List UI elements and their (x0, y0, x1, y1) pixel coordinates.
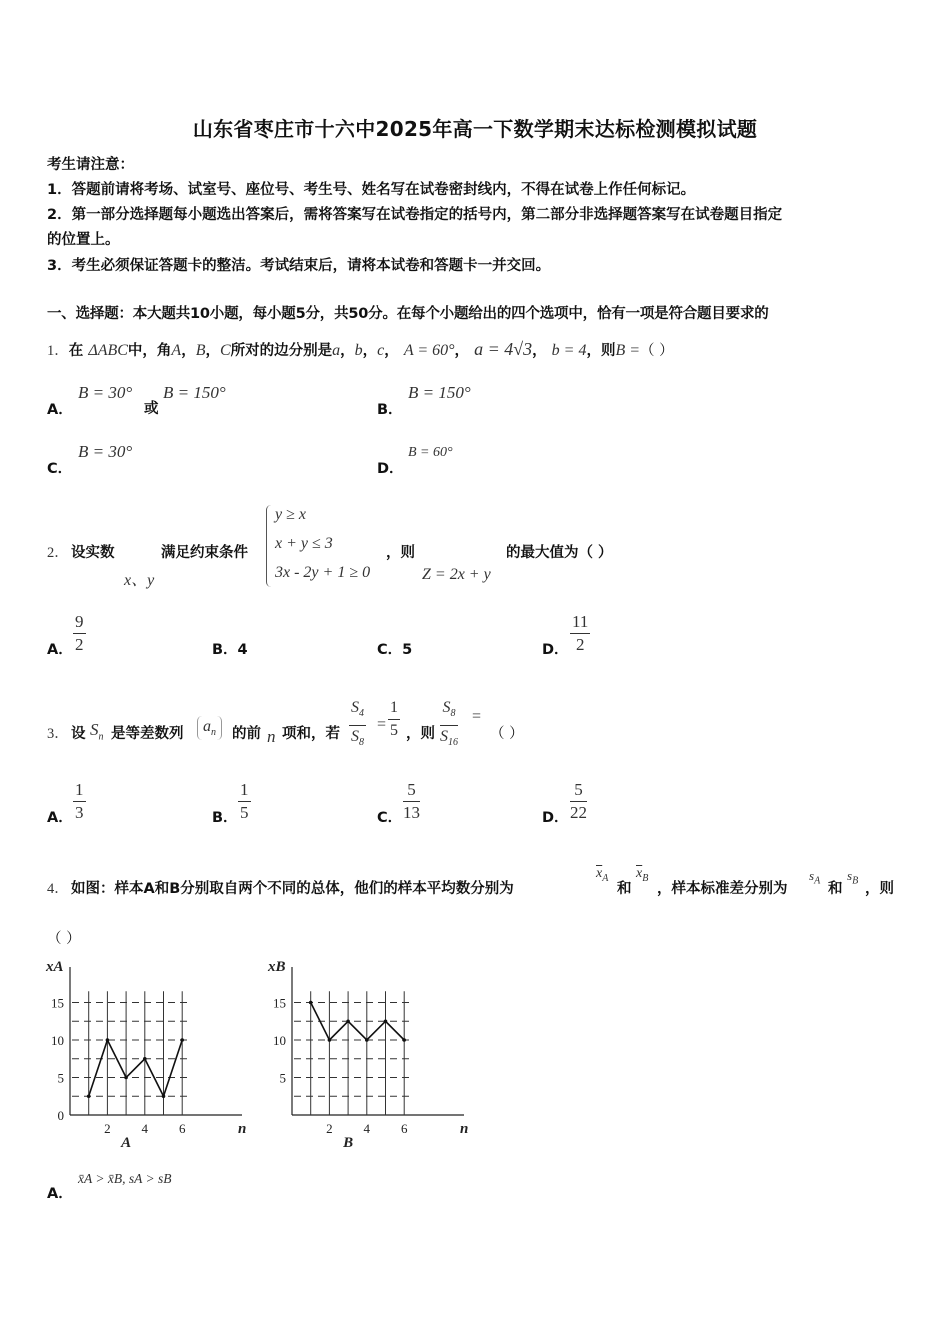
q2-option-a-label[interactable]: A． (47, 642, 73, 658)
x-tick-label: 6 (178, 1121, 186, 1136)
fraction-denominator: 3 (75, 803, 84, 822)
q4-text-1: 如图：样本A和B分别取自两个不同的总体，他们的样本平均数分别为 (71, 881, 514, 897)
q2-number: 2． (47, 545, 69, 561)
q1-option-a-value-1: B = 30° (78, 383, 133, 402)
fraction-numerator: 11 (570, 611, 590, 634)
y-tick-label: 15 (273, 995, 286, 1011)
data-point (328, 1038, 332, 1042)
x-tick-label: 4 (363, 1121, 371, 1136)
q3-an-sub: n (211, 727, 216, 739)
fraction-denominator: 2 (75, 635, 84, 654)
q2-constraint-1: y ≥ x (275, 506, 306, 523)
data-point (384, 1019, 388, 1023)
q4-sb (847, 868, 858, 887)
q2-option-b[interactable]: B．4 (212, 642, 248, 658)
chart-a (40, 955, 247, 1151)
fraction-subscript: 16 (448, 737, 458, 749)
q3-fraction-1-5 (388, 697, 400, 742)
q4-xb-sub: B (642, 872, 649, 884)
fraction-denominator: S (351, 728, 359, 746)
q1-option-a-value-2: B = 150° (163, 383, 226, 402)
q2-target: Z = 2x + y (422, 566, 491, 583)
q3-text-2: 是等差数列 (111, 726, 184, 742)
q1-triangle: ΔABC (88, 342, 128, 359)
q3-option-a-label[interactable]: A． (47, 810, 73, 826)
q1-var: a (332, 342, 341, 359)
q4-sa-sub: A (814, 875, 821, 887)
data-point (365, 1038, 369, 1042)
fraction-denominator: 13 (403, 803, 420, 822)
q4-option-a-value: x̄A > x̄B, sA > sB (78, 1171, 172, 1186)
q4-paren: （ ） (47, 931, 81, 947)
data-point (124, 1076, 128, 1080)
x-tick-label: 4 (141, 1121, 149, 1136)
q3-sn-sub: n (98, 731, 104, 743)
x-axis-label: n (238, 1121, 247, 1137)
q4-xb-symbol: $\overline{x}$ (636, 866, 643, 881)
x-axis-label: n (460, 1121, 469, 1137)
notice-item-3: 3．考生必须保证答题卡的整洁。考试结束后，请将本试卷和答题卡一并交回。 (47, 258, 551, 274)
q1-option-a-or: 或 (144, 401, 159, 417)
fraction-subscript: 8 (359, 737, 364, 749)
fraction-denominator: 5 (240, 803, 249, 822)
q3-an (197, 716, 222, 740)
notice-item-2: 2．第一部分选择题每小题选出答案后，需将答案写在试卷指定的括号内，第二部分非选择题答案写在试卷题目指定 (47, 207, 783, 223)
q3-option-b-fraction (238, 779, 251, 824)
q2-text-2: 满足约束条件 (161, 545, 248, 561)
q1-var: C (219, 342, 231, 359)
fraction-numerator: 1 (238, 779, 251, 802)
q2-constraint-2: x + y ≤ 3 (275, 535, 333, 552)
q3-option-d-label[interactable]: D． (542, 810, 569, 826)
y-tick-label: 10 (273, 1033, 286, 1048)
notice-item-2-cont: 的位置上。 (47, 232, 120, 248)
q3-option-a-fraction (73, 779, 86, 824)
q3-number: 3． (47, 726, 69, 742)
fraction-denominator: 22 (570, 803, 587, 822)
q4-xa (596, 866, 608, 884)
q1-condition: a = 4√3 (474, 339, 533, 359)
q1-var: A (171, 342, 182, 359)
chart-title: B (343, 1135, 354, 1151)
data-point (309, 1001, 313, 1005)
chart-b (262, 955, 469, 1151)
q1-option-d-value: B = 60° (408, 445, 453, 460)
q1-paren: （ ） (640, 343, 674, 359)
q4-sb-sub: B (852, 875, 859, 887)
y-tick-label: 5 (279, 1070, 286, 1086)
y-tick-label: 10 (51, 1033, 64, 1048)
fraction-numerator: S (351, 699, 359, 716)
q1-var: b (354, 342, 363, 359)
q1-option-b-value: B = 150° (408, 383, 471, 402)
fraction-numerator: 1 (388, 697, 400, 720)
q4-and-2: 和 (828, 881, 843, 897)
fraction-numerator: 5 (570, 779, 587, 802)
q2-text-3: ，则 (386, 545, 415, 561)
q3-sn (90, 720, 104, 742)
q3-text-5: ，则 (406, 726, 435, 742)
q1-condition: A = 60° (403, 342, 455, 359)
q1-option-d-label[interactable]: D． (377, 461, 404, 477)
y-tick-label: 15 (51, 995, 64, 1011)
q3-option-b-label[interactable]: B． (212, 810, 238, 826)
data-point (143, 1057, 147, 1061)
fraction-denominator: S (440, 728, 448, 746)
data-point (162, 1094, 166, 1098)
q3-equals: = (377, 716, 387, 733)
data-point (346, 1019, 350, 1023)
data-point (180, 1038, 184, 1042)
q2-vars: x、y (124, 572, 155, 589)
q1-condition: b = 4 (551, 342, 587, 359)
q3-n: n (267, 727, 276, 746)
q1-text: ，则 (586, 343, 616, 359)
q4-xa-sub: A (602, 872, 609, 884)
y-axis-label: xA (46, 959, 64, 975)
q3-an-symbol: a (203, 718, 211, 735)
fraction-denominator: 2 (575, 635, 585, 654)
data-point (402, 1038, 406, 1042)
series-line (89, 1040, 183, 1096)
q3-paren: （ ） (490, 726, 524, 742)
q2-constraint-3: 3x - 2y + 1 ≥ 0 (275, 564, 371, 581)
q2-option-c[interactable]: C．5 (377, 642, 413, 658)
q4-and-1: 和 (617, 881, 632, 897)
fraction-numerator: S (442, 699, 451, 716)
q3-text-3: 的前 (232, 726, 261, 742)
q3-fraction-s8-s16 (440, 697, 458, 754)
q2-option-a-fraction (73, 611, 86, 656)
fraction-subscript: 8 (450, 708, 456, 720)
q1-number: 1． (47, 343, 69, 359)
y-axis-label: xB (268, 959, 286, 975)
section-heading: 一、选择题：本大题共10小题，每小题5分，共50分。在每个小题给出的四个选项中，恰有一项是符合题目要求的 (47, 306, 769, 322)
q3-text-1: 设 (71, 726, 86, 742)
fraction-denominator: 5 (390, 722, 398, 739)
q4-number: 4． (47, 881, 69, 897)
q2-text-4: 的最大值为（ ） (506, 545, 613, 561)
q1-text: 在 (68, 343, 84, 359)
data-point (87, 1094, 91, 1098)
q3-equals-2: = (472, 708, 482, 725)
q4-sb-symbol: s (847, 868, 853, 883)
q1-var: c (377, 342, 385, 359)
fraction-numerator: 5 (403, 779, 420, 802)
q3-sn-symbol: S (90, 720, 99, 739)
q1-option-b-label[interactable]: B． (377, 402, 403, 418)
y-tick-label: 5 (57, 1070, 64, 1086)
q4-sa (809, 868, 820, 887)
q3-option-c-label[interactable]: C． (377, 810, 403, 826)
q2-option-d-fraction (570, 611, 590, 656)
chart-title: A (121, 1135, 132, 1151)
q4-option-a-label[interactable]: A． (47, 1186, 73, 1202)
q3-option-d-fraction (570, 779, 587, 824)
q1-option-c-value: B = 30° (78, 442, 133, 461)
q2-option-d-label[interactable]: D． (542, 642, 569, 658)
y-tick-label: 0 (57, 1108, 64, 1123)
q1-var: B (195, 342, 206, 359)
q3-fraction-s4-s8 (349, 697, 366, 754)
q4-text-2: ，样本标准差分别为 (657, 881, 788, 897)
q2-brace (266, 505, 271, 587)
page-title: 山东省枣庄市十六中2025年高一下数学期末达标检测模拟试题 (192, 117, 758, 141)
x-tick-label: 6 (400, 1121, 408, 1136)
q3-text-4: 项和，若 (282, 726, 340, 742)
fraction-subscript: 4 (359, 708, 364, 720)
q2-text-1: 设实数 (71, 545, 115, 561)
question-1-stem: 1．在 ΔABC中，角A，B，C所对的边分别是a，b，c， A = 60°， a = 4√3， b = 4，则B =（ ） (47, 339, 674, 359)
data-point (106, 1038, 110, 1042)
q1-text: 中，角 (127, 343, 172, 359)
x-tick-label: 2 (104, 1121, 111, 1136)
q1-option-c-label[interactable]: C． (47, 461, 73, 477)
q4-xa-symbol: $\overline{x}$ (596, 866, 603, 881)
q1-text: 所对的边分别是 (230, 343, 333, 359)
x-tick-label: 2 (326, 1121, 333, 1136)
q4-text-3: ，则 (865, 881, 894, 897)
q3-option-c-fraction (403, 779, 420, 824)
q1-option-a-label[interactable]: A． (47, 402, 73, 418)
q4-xb (636, 866, 648, 884)
fraction-numerator: 1 (73, 779, 86, 802)
notice-item-1: 1．答题前请将考场、试室号、座位号、考生号、姓名写在试卷密封线内，不得在试卷上作任何标记。 (47, 182, 696, 198)
q4-sa-symbol: s (809, 868, 815, 883)
fraction-numerator: 9 (73, 611, 86, 634)
notice-heading: 考生请注意： (47, 157, 134, 173)
q1-ask: B = (615, 342, 641, 359)
